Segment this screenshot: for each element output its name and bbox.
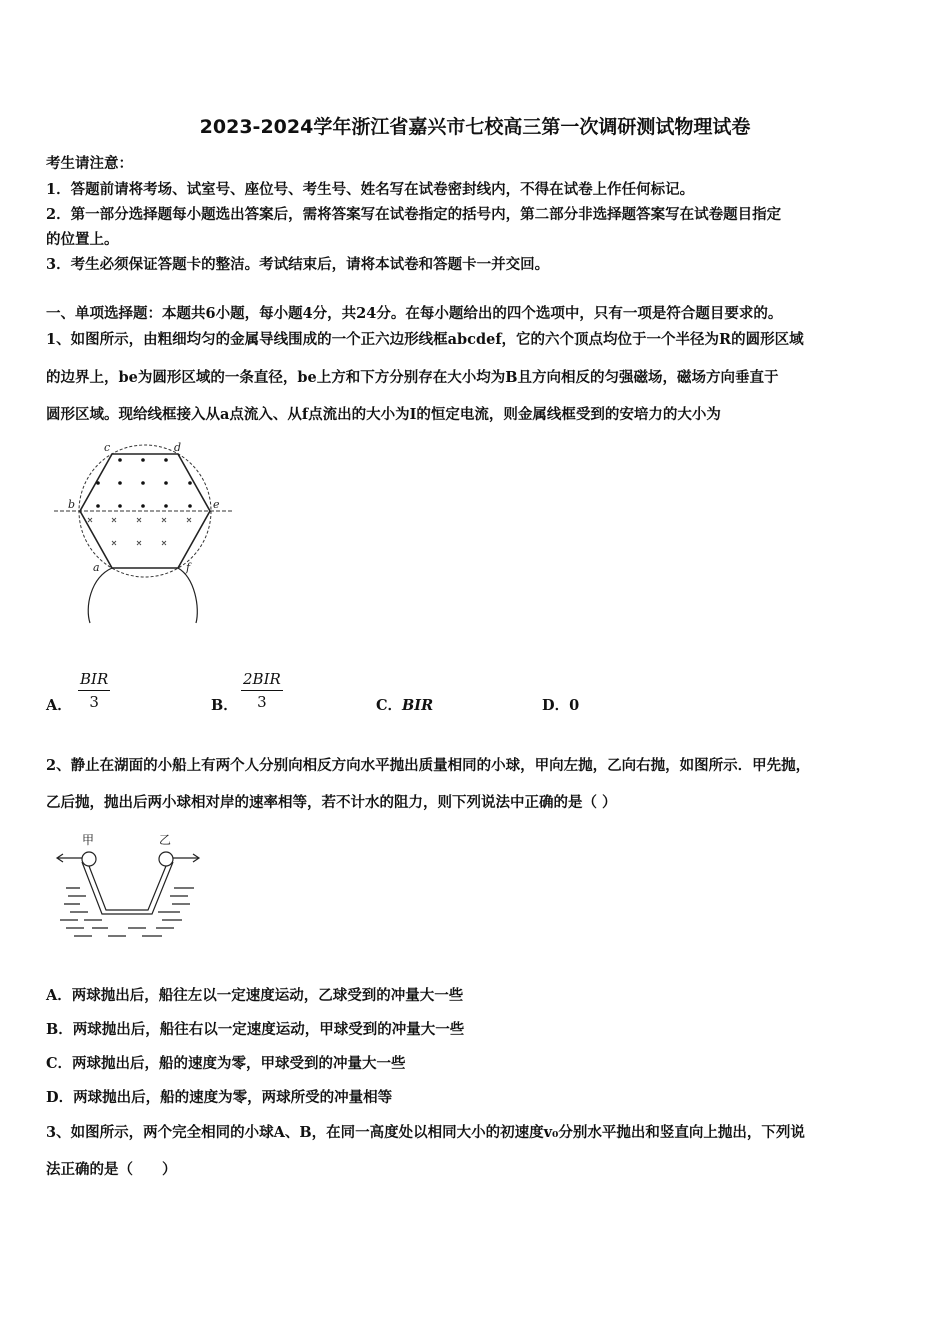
fig-label-b: b <box>68 498 76 511</box>
q1-option-a-fraction <box>78 670 110 711</box>
q1-option-c-label: C． <box>376 697 403 714</box>
q2-line-1: 2、静止在湖面的小船上有两个人分别向相反方向水平抛出质量相同的小球，甲向左抛，乙向右抛，如图所示．甲先抛， <box>46 757 811 774</box>
q1-option-a-numerator: BIR <box>78 670 110 691</box>
notice-item-2: 2．第一部分选择题每小题选出答案后，需将答案写在试卷指定的括号内，第二部分非选择题答案写在试卷题目指定 <box>46 206 782 223</box>
q2-figure <box>52 828 212 940</box>
section-heading: 一、单项选择题：本题共6小题，每小题4分，共24分。在每小题给出的四个选项中，只有一项是符合题目要求的。 <box>46 305 783 322</box>
q1-option-b-numerator: 2BIR <box>241 670 283 691</box>
fig-label-jia: 甲 <box>82 833 95 847</box>
fig-label-f: f <box>186 561 191 574</box>
notice-item-2-cont: 的位置上。 <box>46 231 119 248</box>
q1-line-2: 的边界上，be为圆形区域的一条直径，be上方和下方分别存在大小均为B且方向相反的匀强磁场，磁场方向垂直于 <box>46 369 779 386</box>
q1-option-d-label: D． <box>542 697 570 714</box>
fig-label-c: c <box>104 441 111 454</box>
q3-line-1: 3、如图所示，两个完全相同的小球A、B，在同一高度处以相同大小的初速度v₀分别水平抛出和竖直向上抛出，下列说 <box>46 1124 805 1141</box>
q1-figure <box>50 438 250 628</box>
fig-label-e: e <box>213 498 220 511</box>
fig-label-a: a <box>93 561 100 574</box>
q3-line-2: 法正确的是（ ） <box>46 1161 177 1178</box>
q2-option-b: B．两球抛出后，船往右以一定速度运动，甲球受到的冲量大一些 <box>46 1021 465 1038</box>
q1-option-a-denominator: 3 <box>89 693 99 711</box>
q1-option-c <box>376 694 433 715</box>
notice-item-1: 1．答题前请将考场、试室号、座位号、考生号、姓名写在试卷密封线内，不得在试卷上作任何标记。 <box>46 181 695 198</box>
notice-item-3: 3．考生必须保证答题卡的整洁。考试结束后，请将本试卷和答题卡一并交回。 <box>46 256 550 273</box>
q1-option-b-label: B． <box>211 697 238 714</box>
q2-option-d: D．两球抛出后，船的速度为零，两球所受的冲量相等 <box>46 1089 393 1106</box>
q2-option-c: C．两球抛出后，船的速度为零，甲球受到的冲量大一些 <box>46 1055 406 1072</box>
q1-option-d-value: 0 <box>569 697 580 714</box>
fig-label-d: d <box>174 441 182 454</box>
q1-option-b-fraction <box>241 670 283 711</box>
q1-option-d <box>542 694 579 715</box>
q1-option-b-denominator: 3 <box>257 693 267 711</box>
q1-option-c-value: BIR <box>402 697 434 714</box>
q1-option-a-label: A． <box>46 697 72 714</box>
q2-option-a: A．两球抛出后，船往左以一定速度运动，乙球受到的冲量大一些 <box>46 987 464 1004</box>
q1-line-1: 1、如图所示，由粗细均匀的金属导线围成的一个正六边形线框abcdef，它的六个顶点均位于一个半径为R的圆形区域 <box>46 331 804 348</box>
fig-label-yi: 乙 <box>159 833 172 847</box>
q1-line-3: 圆形区域。现给线框接入从a点流入、从f点流出的大小为I的恒定电流，则金属线框受到的安培力的大小为 <box>46 406 721 423</box>
notice-heading: 考生请注意： <box>46 155 133 172</box>
q2-line-2: 乙后抛，抛出后两小球相对岸的速率相等，若不计水的阻力，则下列说法中正确的是（ ） <box>46 794 617 811</box>
page-title: 2023-2024学年浙江省嘉兴市七校高三第一次调研测试物理试卷 <box>199 116 751 138</box>
